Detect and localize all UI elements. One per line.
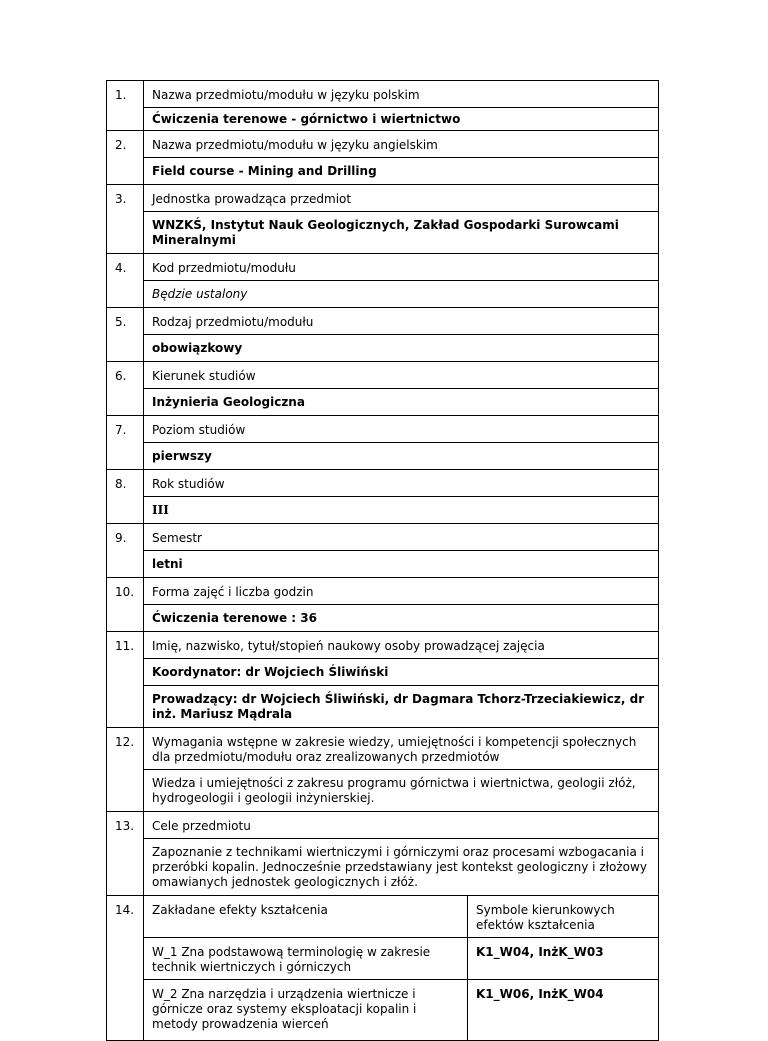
learning-outcomes-table bbox=[144, 896, 658, 1040]
field-label: Semestr bbox=[144, 524, 659, 551]
outcome-row bbox=[144, 938, 658, 980]
outcome-symbols: K1_W06, InżK_W04 bbox=[468, 980, 659, 1041]
teaching-unit: WNZKŚ, Instytut Nauk Geologicznych, Zakład Gospodarki Surowcami Mineralnymi bbox=[144, 212, 659, 254]
field-label: Jednostka prowadząca przedmiot bbox=[144, 185, 659, 212]
row-8-value bbox=[107, 497, 659, 524]
year-of-study: III bbox=[144, 497, 659, 524]
field-label: Wymagania wstępne w zakresie wiedzy, umiejętności i kompetencji społecznych dla przedmiotu/modułu oraz zrealizowanych przedmiotów bbox=[144, 728, 659, 770]
row-number: 12. bbox=[107, 728, 144, 812]
staff-cell bbox=[144, 659, 659, 728]
row-3-value bbox=[107, 212, 659, 254]
row-number: 14. bbox=[107, 896, 144, 1041]
class-form-hours: Ćwiczenia terenowe : 36 bbox=[144, 605, 659, 632]
outcome-row bbox=[144, 980, 658, 1041]
row-14 bbox=[107, 896, 659, 1041]
row-12-label bbox=[107, 728, 659, 770]
field-label: Kod przedmiotu/modułu bbox=[144, 254, 659, 281]
row-5-label bbox=[107, 308, 659, 335]
row-10-value bbox=[107, 605, 659, 632]
semester: letni bbox=[144, 551, 659, 578]
row-number: 8. bbox=[107, 470, 144, 524]
field-label: Forma zajęć i liczba godzin bbox=[144, 578, 659, 605]
outcome-text: W_1 Zna podstawową terminologię w zakresie technik wiertniczych i górniczych bbox=[144, 938, 468, 980]
row-number: 2. bbox=[107, 131, 144, 185]
field-label: Rodzaj przedmiotu/modułu bbox=[144, 308, 659, 335]
row-6-value bbox=[107, 389, 659, 416]
outcome-text: W_2 Zna narzędzia i urządzenia wiertnicze i górnicze oraz systemy eksploatacji kopalin i metody prowadzenia wierceń bbox=[144, 980, 468, 1041]
row-13-value bbox=[107, 839, 659, 896]
field-label: Kierunek studiów bbox=[144, 362, 659, 389]
row-4-label bbox=[107, 254, 659, 281]
symbols-header: Symbole kierunkowych efektów kształcenia bbox=[468, 896, 659, 938]
outcome-symbols: K1_W04, InżK_W03 bbox=[468, 938, 659, 980]
course-syllabus-table bbox=[106, 80, 659, 1041]
course-name-english: Field course - Mining and Drilling bbox=[144, 158, 659, 185]
row-11-label bbox=[107, 632, 659, 659]
row-6-label bbox=[107, 362, 659, 389]
row-number: 10. bbox=[107, 578, 144, 632]
field-label: Poziom studiów bbox=[144, 416, 659, 443]
field-label: Nazwa przedmiotu/modułu w języku polskim bbox=[144, 81, 659, 108]
row-11-value bbox=[107, 659, 659, 728]
row-9-label bbox=[107, 524, 659, 551]
field-label: Nazwa przedmiotu/modułu w języku angielskim bbox=[144, 131, 659, 158]
row-4-value bbox=[107, 281, 659, 308]
row-12-value bbox=[107, 770, 659, 812]
field-label: Cele przedmiotu bbox=[144, 812, 659, 839]
instructors: Prowadzący: dr Wojciech Śliwiński, dr Dagmara Tchorz-Trzeciakiewicz, dr inż. Mariusz Mądrala bbox=[144, 685, 658, 727]
row-2-value bbox=[107, 158, 659, 185]
row-7-value bbox=[107, 443, 659, 470]
course-name-polish: Ćwiczenia terenowe - górnictwo i wiertnictwo bbox=[144, 108, 659, 131]
field-of-study: Inżynieria Geologiczna bbox=[144, 389, 659, 416]
row-number: 5. bbox=[107, 308, 144, 362]
study-level: pierwszy bbox=[144, 443, 659, 470]
outcomes-label: Zakładane efekty kształcenia bbox=[152, 903, 328, 917]
row-number: 11. bbox=[107, 632, 144, 728]
row-3-label bbox=[107, 185, 659, 212]
row-1-label bbox=[107, 81, 659, 108]
course-objectives: Zapoznanie z technikami wiertniczymi i górniczymi oraz procesami wzbogacania i przeróbki kopalin. Jednocześnie przedstawiany jest kontekst geologiczny i złożowy omawianych jednostek geologicznych i złóż. bbox=[144, 839, 659, 896]
row-2-label bbox=[107, 131, 659, 158]
row-number: 4. bbox=[107, 254, 144, 308]
field-label: Rok studiów bbox=[144, 470, 659, 497]
course-code: Będzie ustalony bbox=[144, 281, 659, 308]
row-1-value bbox=[107, 108, 659, 131]
prerequisites: Wiedza i umiejętności z zakresu programu górnictwa i wiertnictwa, geologii złóż, hydrogeologii i geologii inżynierskiej. bbox=[144, 770, 659, 812]
row-10-label bbox=[107, 578, 659, 605]
row-number: 7. bbox=[107, 416, 144, 470]
row-5-value bbox=[107, 335, 659, 362]
row-9-value bbox=[107, 551, 659, 578]
row-13-label bbox=[107, 812, 659, 839]
field-label: Imię, nazwisko, tytuł/stopień naukowy osoby prowadzącej zajęcia bbox=[144, 632, 659, 659]
row-7-label bbox=[107, 416, 659, 443]
row-number: 1. bbox=[107, 81, 144, 131]
outcomes-header-row bbox=[144, 896, 658, 938]
row-number: 9. bbox=[107, 524, 144, 578]
row-number: 13. bbox=[107, 812, 144, 896]
learning-outcomes-cell bbox=[144, 896, 659, 1041]
course-type: obowiązkowy bbox=[144, 335, 659, 362]
coordinator: Koordynator: dr Wojciech Śliwiński bbox=[152, 665, 389, 679]
row-number: 3. bbox=[107, 185, 144, 254]
row-number: 6. bbox=[107, 362, 144, 416]
row-8-label bbox=[107, 470, 659, 497]
